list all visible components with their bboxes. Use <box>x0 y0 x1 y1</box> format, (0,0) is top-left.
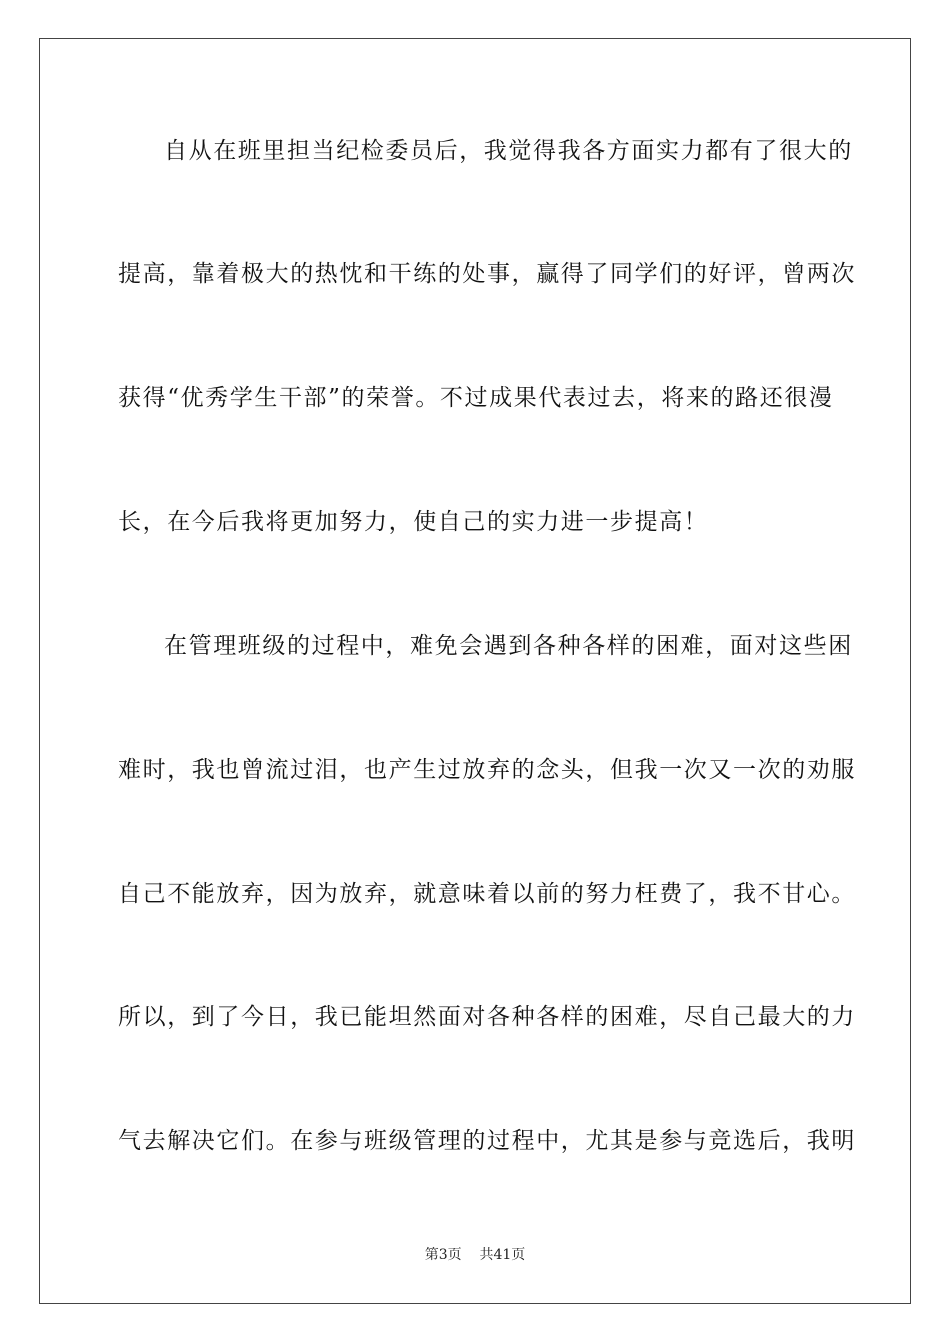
page-footer <box>0 1245 950 1265</box>
paragraph-2-line-3: 自己不能放弃，因为放弃，就意味着以前的努力枉费了，我不甘心。 <box>118 881 856 907</box>
paragraph-1-line-1: 自从在班里担当纪检委员后，我觉得我各方面实力都有了很大的 <box>164 138 853 164</box>
page-number: 第3页 <box>424 1247 462 1263</box>
paragraph-2-line-5: 气去解决它们。在参与班级管理的过程中，尤其是参与竞选后，我明 <box>118 1128 856 1154</box>
paragraph-1-line-3: 获得“优秀学生干部”的荣誉。不过成果代表过去，将来的路还很漫 <box>118 385 834 411</box>
paragraph-2-line-4: 所以，到了今日，我已能坦然面对各种各样的困难，尽自己最大的力 <box>118 1004 856 1030</box>
paragraph-2-line-2: 难时，我也曾流过泪，也产生过放弃的念头，但我一次又一次的劝服 <box>118 757 856 783</box>
paragraph-1-line-2: 提高，靠着极大的热忱和干练的处事，赢得了同学们的好评，曾两次 <box>118 261 856 287</box>
page-total: 共41页 <box>479 1247 526 1263</box>
paragraph-1-line-4: 长，在今后我将更加努力，使自己的实力进一步提高！ <box>118 509 709 535</box>
paragraph-2-line-1: 在管理班级的过程中，难免会遇到各种各样的困难，面对这些困 <box>164 633 853 659</box>
page-frame <box>39 38 911 1304</box>
